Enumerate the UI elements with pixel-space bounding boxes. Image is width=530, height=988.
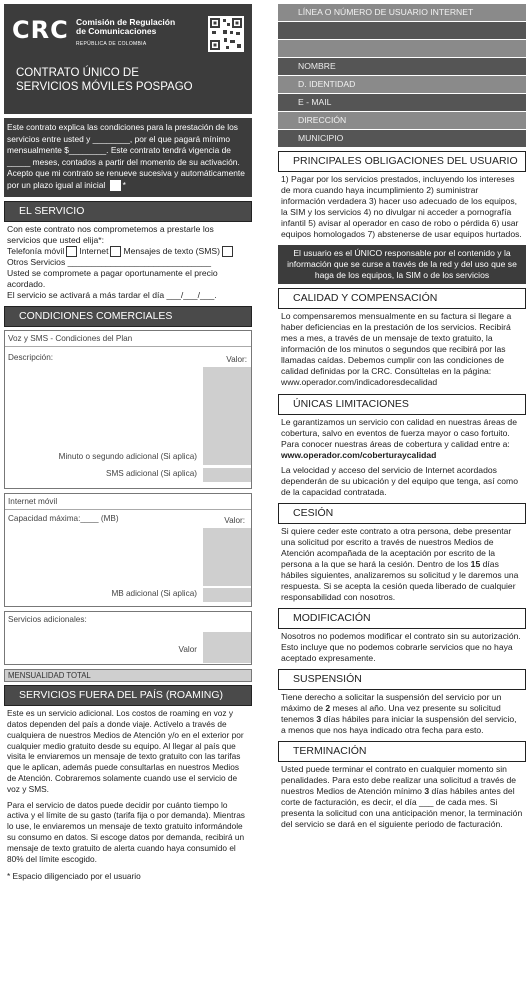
suspension-heading: SUSPENSIÓN <box>278 669 526 690</box>
valor-field[interactable] <box>203 367 251 456</box>
cobertura-link[interactable]: www.operador.com/coberturaycalidad <box>281 450 437 460</box>
valor3-label: Valor <box>178 645 197 655</box>
plan-box <box>4 330 252 489</box>
org-name: Comisión de Regulación de Comunicaciones <box>76 17 176 36</box>
user-info-row[interactable]: NOMBRE <box>278 58 526 76</box>
adicionales-field[interactable] <box>203 632 251 663</box>
sms-checkbox[interactable] <box>222 246 233 257</box>
terminacion-heading: TERMINACIÓN <box>278 741 526 762</box>
plan-title: Voz y SMS - Condiciones del Plan <box>5 331 251 347</box>
minuto-field[interactable] <box>203 451 251 465</box>
calidad-heading: CALIDAD Y COMPENSACIÓN <box>278 288 526 309</box>
descripcion-label: Descripción: <box>8 353 54 363</box>
intro-text: Este contrato explica las condiciones para la prestación de los servicios entre usted y ________, por el que pagará mínimo mensualmente $________. Este contrato tendrá vigencia de _____ meses, contados a partir del momento de su activación. <box>7 122 240 167</box>
user-info-row[interactable] <box>278 40 526 58</box>
modificacion-text: Nosotros no podemos modificar el contrato sin su autorización. Esto incluye que no podemos cobrarle servicios que no haya aceptado expresamente. <box>281 631 521 663</box>
mensualidad-total: MENSUALIDAD TOTAL <box>4 669 252 682</box>
internet-title: Internet móvil <box>5 494 251 510</box>
internet-checkbox[interactable] <box>110 246 121 257</box>
sms-field[interactable] <box>203 468 251 482</box>
cesion-text: Si quiere ceder este contrato a otra persona, debe presentar una solicitud por escrito a través de nuestros Medios de Atención acompañada de la aceptación por escrito de la persona a la que se hará la cesión. Dentro de los 15 días hábiles siguientes, analizaremos su solicitud y le daremos una respuesta. Si se acepta la cesión queda liberado de cualquier responsabilidad con nosotros. <box>281 526 519 602</box>
left-column <box>4 4 252 884</box>
internet-valor-field[interactable] <box>203 528 251 586</box>
obligaciones-heading: PRINCIPALES OBLIGACIONES DEL USUARIO <box>278 151 526 172</box>
service-options: Telefonía móvil Internet Mensajes de texto (SMS) <box>7 246 249 257</box>
user-info-row[interactable]: D. IDENTIDAD <box>278 76 526 94</box>
mb-field[interactable] <box>203 588 251 602</box>
user-info-row[interactable]: MUNICIPIO <box>278 130 526 148</box>
suspension-text: Tiene derecho a solicitar la suspensión del servicio por un máximo de 2 meses al año. Una vez presente su solicitud tenemos 3 días hábiles para iniciar la suspensión del servicio, a menos que nos haya indicado otra fecha para esto. <box>281 692 517 735</box>
user-info-row[interactable]: LÍNEA O NÚMERO DE USUARIO INTERNET <box>278 4 526 22</box>
crc-logo: CRC <box>12 16 69 44</box>
capacidad-label: Capacidad máxima:____ (MB) <box>8 514 119 524</box>
sms-label: SMS adicional (Si aplica) <box>105 469 197 479</box>
roaming-body: Este es un servicio adicional. Los costos de roaming en voz y datos dependen del país a donde viaje. Actívelo a través de cualquiera de nuestros Medios de Atención y/o en el exterior por cualquier medio gratuito desde su equipo. Al llegar al país que visita le enviaremos un mensaje de texto gratuito con las tarifas que le aplican, además puede consultarlas en nuestros Medios de Atención. Cobraremos solamente cuando use el servicio de voz y SMS. Para el servicio de datos puede decidir por cuánto tiempo lo activa y el límite de su gasto (tarifa fija o por demanda). Mientras lo use, le enviaremos un mensaje de texto gratuito informándole su consumo en datos. Si escoge datos por demanda, recibirá un mensaje de texto gratuito de alerta cuando haya consumido el 80% del límite escogido. * Espacio diligenciado por el usuario <box>4 706 252 884</box>
footnote: * Espacio diligenciado por el usuario <box>7 871 141 882</box>
modificacion-heading: MODIFICACIÓN <box>278 608 526 629</box>
mb-label: MB adicional (Si aplica) <box>111 589 197 599</box>
org-subtitle: REPÚBLICA DE COLOMBIA <box>76 41 147 47</box>
valor2-label: Valor: <box>224 516 245 526</box>
user-info-table <box>278 4 526 148</box>
intro-box <box>4 118 252 197</box>
adicionales-box <box>4 611 252 665</box>
terminacion-text: Usted puede terminar el contrato en cualquier momento sin penalidades. Para esto debe realizar una solicitud a través de nuestros Medios de Atención mínimo 3 días hábiles antes del corte de facturación, es decir, el día ___ de cada mes. Si presenta la solicitud con una anticipación menor, la terminación del servicio se dará en el siguiente periodo de facturación. <box>281 764 523 829</box>
adicionales-label: Servicios adicionales: <box>8 615 87 625</box>
comerciales-heading: CONDICIONES COMERCIALES <box>4 306 252 327</box>
internet-box <box>4 493 252 607</box>
minuto-label: Minuto o segundo adicional (Si aplica) <box>58 452 197 462</box>
telefonia-checkbox[interactable] <box>66 246 77 257</box>
user-info-row[interactable]: DIRECCIÓN <box>278 112 526 130</box>
user-info-row[interactable] <box>278 22 526 40</box>
renew-text: Acepto que mi contrato se renueve sucesiva y automáticamente por un plazo igual al inicial * <box>7 168 245 190</box>
header-banner <box>4 4 252 114</box>
valor-label: Valor: <box>226 355 247 365</box>
right-column <box>278 4 526 832</box>
servicio-heading: EL SERVICIO <box>4 201 252 222</box>
contract-title: CONTRATO ÚNICO DE SERVICIOS MÓVILES POSPAGO <box>16 67 193 93</box>
limitaciones-body: Le garantizamos un servicio con calidad en nuestras áreas de cobertura, salvo en eventos de fuerza mayor o caso fortuito. Para conocer nuestras áreas de cobertura y calidad entre a: www.operador.com/coberturaycalidad La velocidad y acceso del servicio de Internet acordados dependerán de su ubicación y del equipo que tenga, así como de la capacidad contratada. <box>281 417 518 497</box>
limitaciones-heading: ÚNICAS LIMITACIONES <box>278 394 526 415</box>
responsabilidad-notice: El usuario es el ÚNICO responsable por el contenido y la información que se curse a través de la red y del uso que se haga de los equipos, la SIM o de los servicios <box>278 245 526 284</box>
servicio-body: Con este contrato nos comprometemos a prestarle los servicios que usted elija*: Telefonía móvil Internet Mensajes de texto (SMS) Otros Servicios ______________________________ Usted se compromete a pagar oportunamente el precio acordado. El servicio se activará a más tardar el día ___/___/___. <box>4 222 252 303</box>
calidad-text: Lo compensaremos mensualmente en su factura si llegare a haber deficiencias en la prestación de los servicios. Recibirá mes a mes, a través de un mensaje de texto gratuito, la información de los minutos o segundos que recibirá por las llamadas caídas. Debemos cumplir con las condiciones de calidad definidas por la CRC. Consúltelas en la página: www.operador.com/indicadoresdecalidad <box>281 311 512 387</box>
qr-code-icon <box>208 16 244 52</box>
obligaciones-text: 1) Pagar por los servicios prestados, incluyendo los intereses de mora cuando haya incumplimiento 2) suministrar información verdadera 3) hacer uso adecuado de los equipos, la SIM y los servicios 4) no divulgar ni acceder a pornografía infantil 5) avisar al operador en caso de robo o pérdida 6) usar equipos homologados 7) abstenerse de usar equipos hurtados. <box>281 174 522 239</box>
otros-servicios: Otros Servicios ______________________________ <box>7 257 212 268</box>
roaming-heading: SERVICIOS FUERA DEL PAÍS (ROAMING) <box>4 685 252 706</box>
cesion-heading: CESIÓN <box>278 503 526 524</box>
renew-checkbox[interactable] <box>110 180 121 191</box>
user-info-row[interactable]: E - MAIL <box>278 94 526 112</box>
